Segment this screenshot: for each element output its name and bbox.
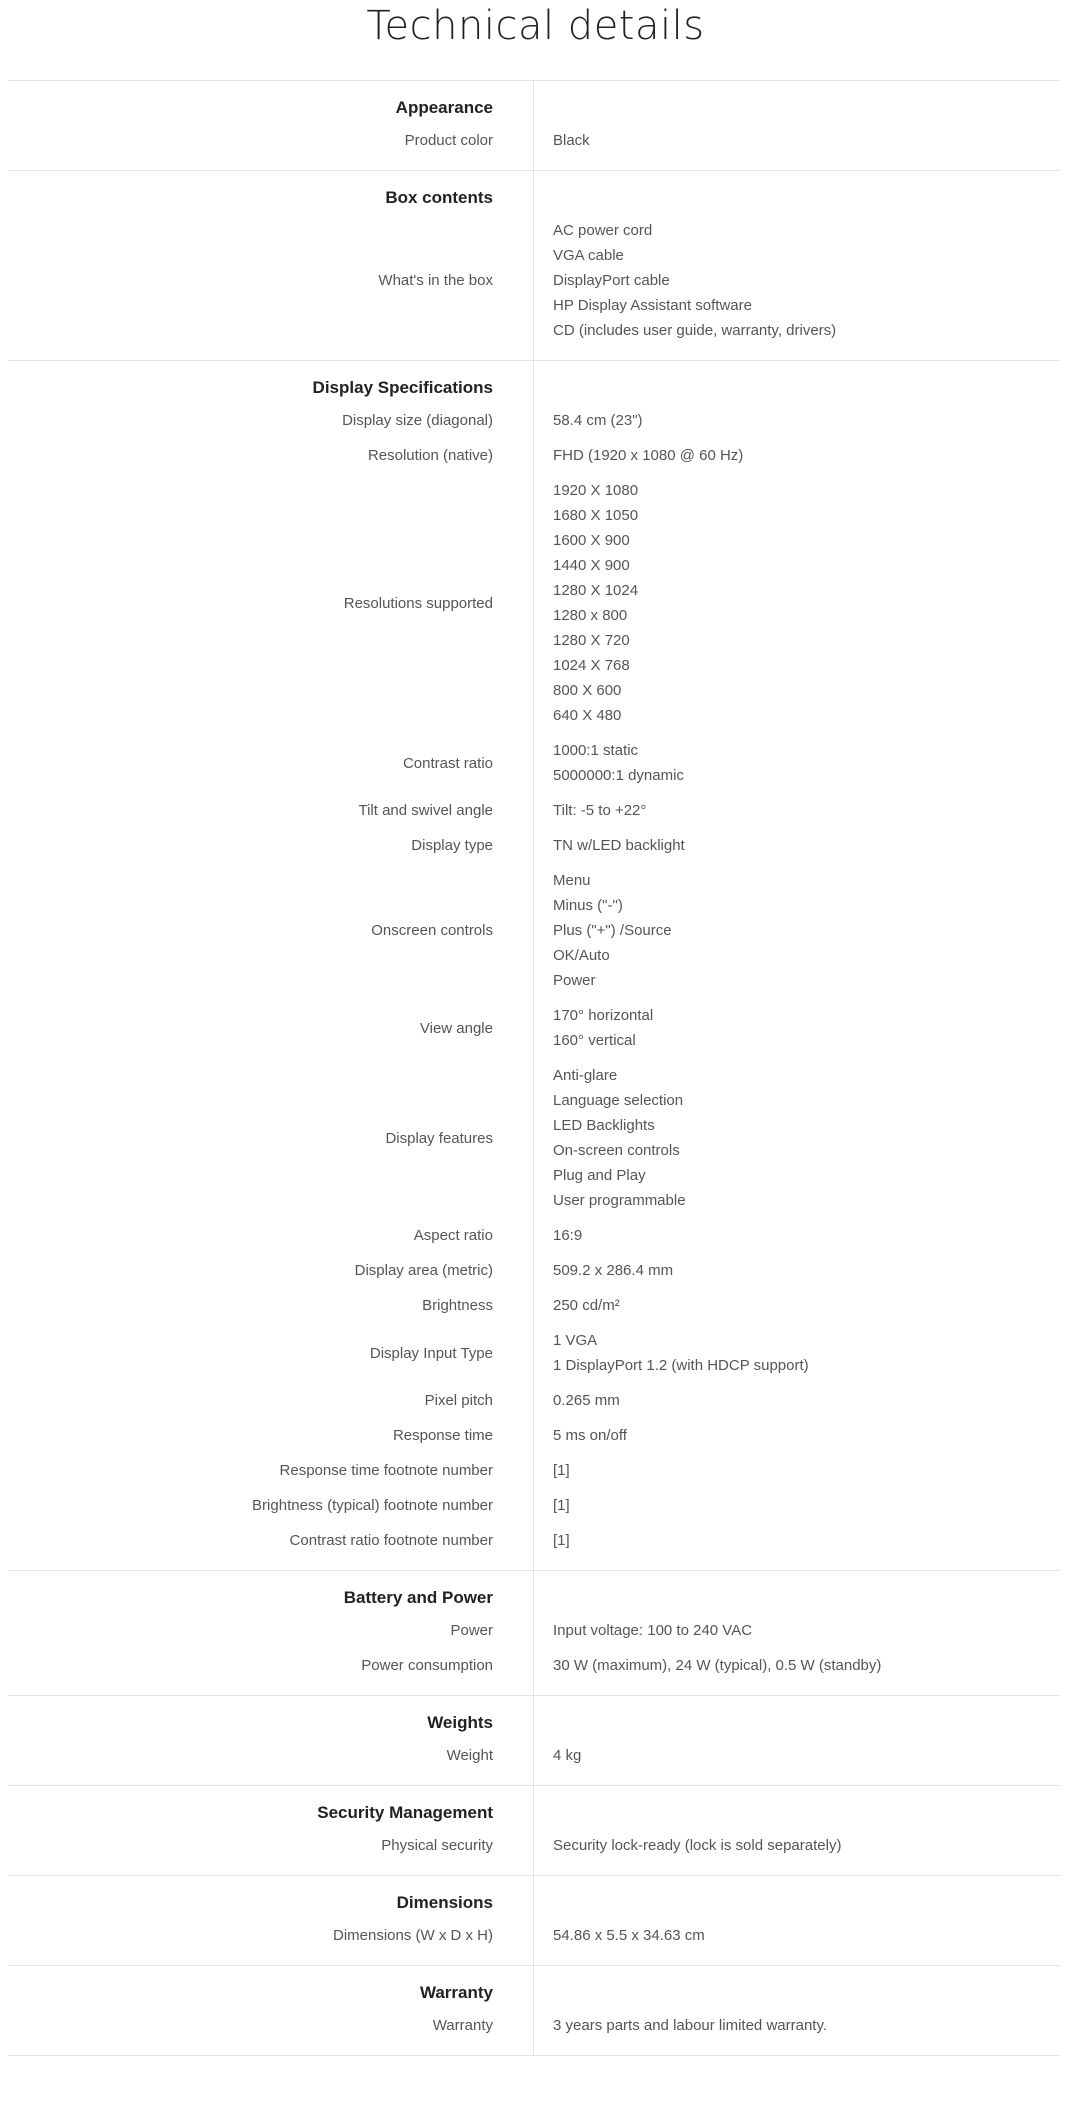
spec-value [553,128,590,153]
spec-row [8,1418,1060,1453]
spec-value-line: 800 X 600 [553,682,622,699]
spec-label: Warranty [432,2017,493,2034]
spec-value [553,798,646,823]
spec-row [8,1613,1060,1648]
spec-row [8,863,1060,998]
spec-value-line: 1280 X 720 [553,632,630,649]
spec-value [553,1528,570,1553]
spec-label: Display Input Type [369,1344,493,1362]
spec-label: Response time [392,1427,493,1444]
spec-value-line: 0.265 mm [553,1392,620,1409]
spec-value-line: [1] [553,1497,570,1514]
spec-value [553,1388,620,1413]
spec-value [553,1003,653,1053]
spec-value-line: TN w/LED backlight [553,837,685,854]
spec-value-line: Anti-glare [553,1067,618,1084]
spec-value [553,1923,705,1948]
spec-value-line: 1280 X 1024 [553,582,639,599]
spec-value-line: 1000:1 static [553,742,639,759]
spec-value-line: Plug and Play [553,1167,646,1184]
spec-label: Onscreen controls [371,922,493,939]
spec-label: Aspect ratio [413,1227,493,1244]
spec-section [8,171,1060,361]
spec-value [553,833,685,858]
section-heading: Security Management [317,1803,493,1822]
section-heading: Weights [427,1713,493,1732]
spec-row [8,1383,1060,1418]
spec-value-line: Language selection [553,1092,684,1109]
spec-value [553,443,743,468]
spec-value [553,218,836,343]
spec-value-line: 1 DisplayPort 1.2 (with HDCP support) [553,1357,809,1374]
spec-label: Display size (diagonal) [342,412,493,429]
spec-label: Display area (metric) [354,1262,493,1279]
spec-value [553,1423,627,1448]
spec-row [8,793,1060,828]
spec-value-line: 1680 X 1050 [553,507,639,524]
spec-label: Display features [385,1129,493,1147]
spec-label: View angle [419,1019,493,1037]
spec-row [8,1488,1060,1523]
spec-value [553,478,638,728]
spec-value-line: CD (includes user guide, warranty, drivers) [553,322,837,339]
spec-value-line: Black [553,132,590,149]
spec-value-line: 170° horizontal [553,1007,654,1024]
spec-value [553,2013,827,2038]
spec-label: Dimensions (W x D x H) [332,1927,493,1944]
section-heading: Appearance [395,98,493,117]
spec-value-line: 1 VGA [553,1332,598,1349]
spec-label: Brightness [422,1297,493,1314]
spec-section [8,1876,1060,1966]
page-title: Technical details [366,3,705,49]
spec-row [8,1453,1060,1488]
spec-value-line: 509.2 x 286.4 mm [553,1262,674,1279]
spec-row [8,1523,1060,1558]
spec-value-line: 54.86 x 5.5 x 34.63 cm [553,1927,705,1944]
spec-row [8,828,1060,863]
spec-value-line: 3 years parts and labour limited warranty. [553,2017,828,2034]
spec-row [8,1738,1060,1773]
spec-value-line: 1024 X 768 [553,657,630,674]
spec-section [8,1786,1060,1876]
spec-row [8,438,1060,473]
spec-value-line: AC power cord [553,222,653,239]
spec-value [553,1328,809,1378]
spec-section [8,1966,1060,2056]
spec-label: Physical security [381,1837,493,1854]
spec-row [8,123,1060,158]
spec-label: Power consumption [361,1657,493,1674]
spec-row [8,403,1060,438]
spec-row [8,1648,1060,1683]
spec-value-line: 4 kg [553,1747,582,1764]
section-heading: Display Specifications [312,378,493,397]
spec-value-line: 5000000:1 dynamic [553,767,684,784]
spec-value-line: 1440 X 900 [553,557,630,574]
spec-label: Resolution (native) [367,447,493,464]
spec-value [553,408,643,433]
spec-value [553,1493,570,1518]
spec-value-line: Security lock-ready (lock is sold separately) [553,1837,842,1854]
spec-value-line: Power [553,972,596,989]
spec-value-line: LED Backlights [553,1117,655,1134]
spec-value-line: 160° vertical [553,1032,636,1049]
spec-label: Contrast ratio footnote number [289,1532,493,1549]
spec-label: Response time footnote number [279,1462,493,1479]
spec-section [8,361,1060,1571]
spec-value-line: DisplayPort cable [553,272,670,289]
spec-table [8,80,1060,2056]
section-heading: Box contents [385,188,493,207]
spec-section [8,81,1060,171]
spec-value-line: Menu [553,872,591,889]
spec-section [8,1696,1060,1786]
spec-value-line: Tilt: -5 to +22° [553,802,647,819]
section-heading: Dimensions [396,1893,493,1912]
spec-value [553,738,684,788]
section-heading: Warranty [419,1983,493,2002]
spec-row [8,1828,1060,1863]
spec-value-line: 30 W (maximum), 24 W (typical), 0.5 W (standby) [553,1657,882,1674]
spec-section [8,1571,1060,1696]
spec-value-line: Minus ("-") [553,897,623,914]
spec-row [8,213,1060,348]
spec-row [8,1253,1060,1288]
spec-label: Product color [404,132,493,149]
spec-label: Brightness (typical) footnote number [252,1497,493,1514]
spec-value [553,1833,841,1858]
spec-value-line: OK/Auto [553,947,610,964]
spec-value [553,1063,686,1213]
spec-value [553,1258,673,1283]
spec-row [8,1323,1060,1383]
spec-row [8,1918,1060,1953]
spec-row [8,1288,1060,1323]
spec-value-line: On-screen controls [553,1142,680,1159]
spec-row [8,1058,1060,1218]
spec-value-line: 1920 X 1080 [553,482,639,499]
spec-value-line: [1] [553,1462,570,1479]
spec-value-line: 5 ms on/off [553,1427,627,1444]
spec-value-line: 58.4 cm (23") [553,412,643,429]
spec-value-line: [1] [553,1532,570,1549]
spec-label: Weight [446,1747,493,1764]
spec-row [8,2008,1060,2043]
spec-value-line: 16:9 [553,1227,583,1244]
spec-label: Pixel pitch [424,1392,493,1409]
spec-value [553,1223,582,1248]
spec-value [553,1743,581,1768]
spec-label: What's in the box [378,272,493,289]
spec-value-line: Plus ("+") /Source [553,922,672,939]
spec-value-line: 1280 x 800 [553,607,628,624]
spec-value-line: HP Display Assistant software [553,297,752,314]
spec-label: Resolutions supported [343,594,493,612]
spec-row [8,998,1060,1058]
spec-row [8,1218,1060,1253]
spec-value [553,1458,570,1483]
spec-row [8,733,1060,793]
spec-value-line: Input voltage: 100 to 240 VAC [553,1622,753,1639]
spec-label: Power [450,1622,493,1639]
spec-value [553,1618,752,1643]
section-heading: Battery and Power [343,1588,493,1607]
spec-value-line: 250 cd/m² [553,1297,620,1314]
spec-value-line: 640 X 480 [553,707,622,724]
spec-value [553,1293,620,1318]
spec-label: Tilt and swivel angle [358,802,493,819]
spec-row [8,473,1060,733]
spec-label: Display type [411,837,493,854]
spec-value-line: FHD (1920 x 1080 @ 60 Hz) [553,447,744,464]
spec-value-line: User programmable [553,1192,686,1209]
spec-label: Contrast ratio [402,754,493,772]
spec-value-line: VGA cable [553,247,624,264]
spec-value [553,868,672,993]
spec-value-line: 1600 X 900 [553,532,630,549]
spec-value [553,1653,881,1678]
